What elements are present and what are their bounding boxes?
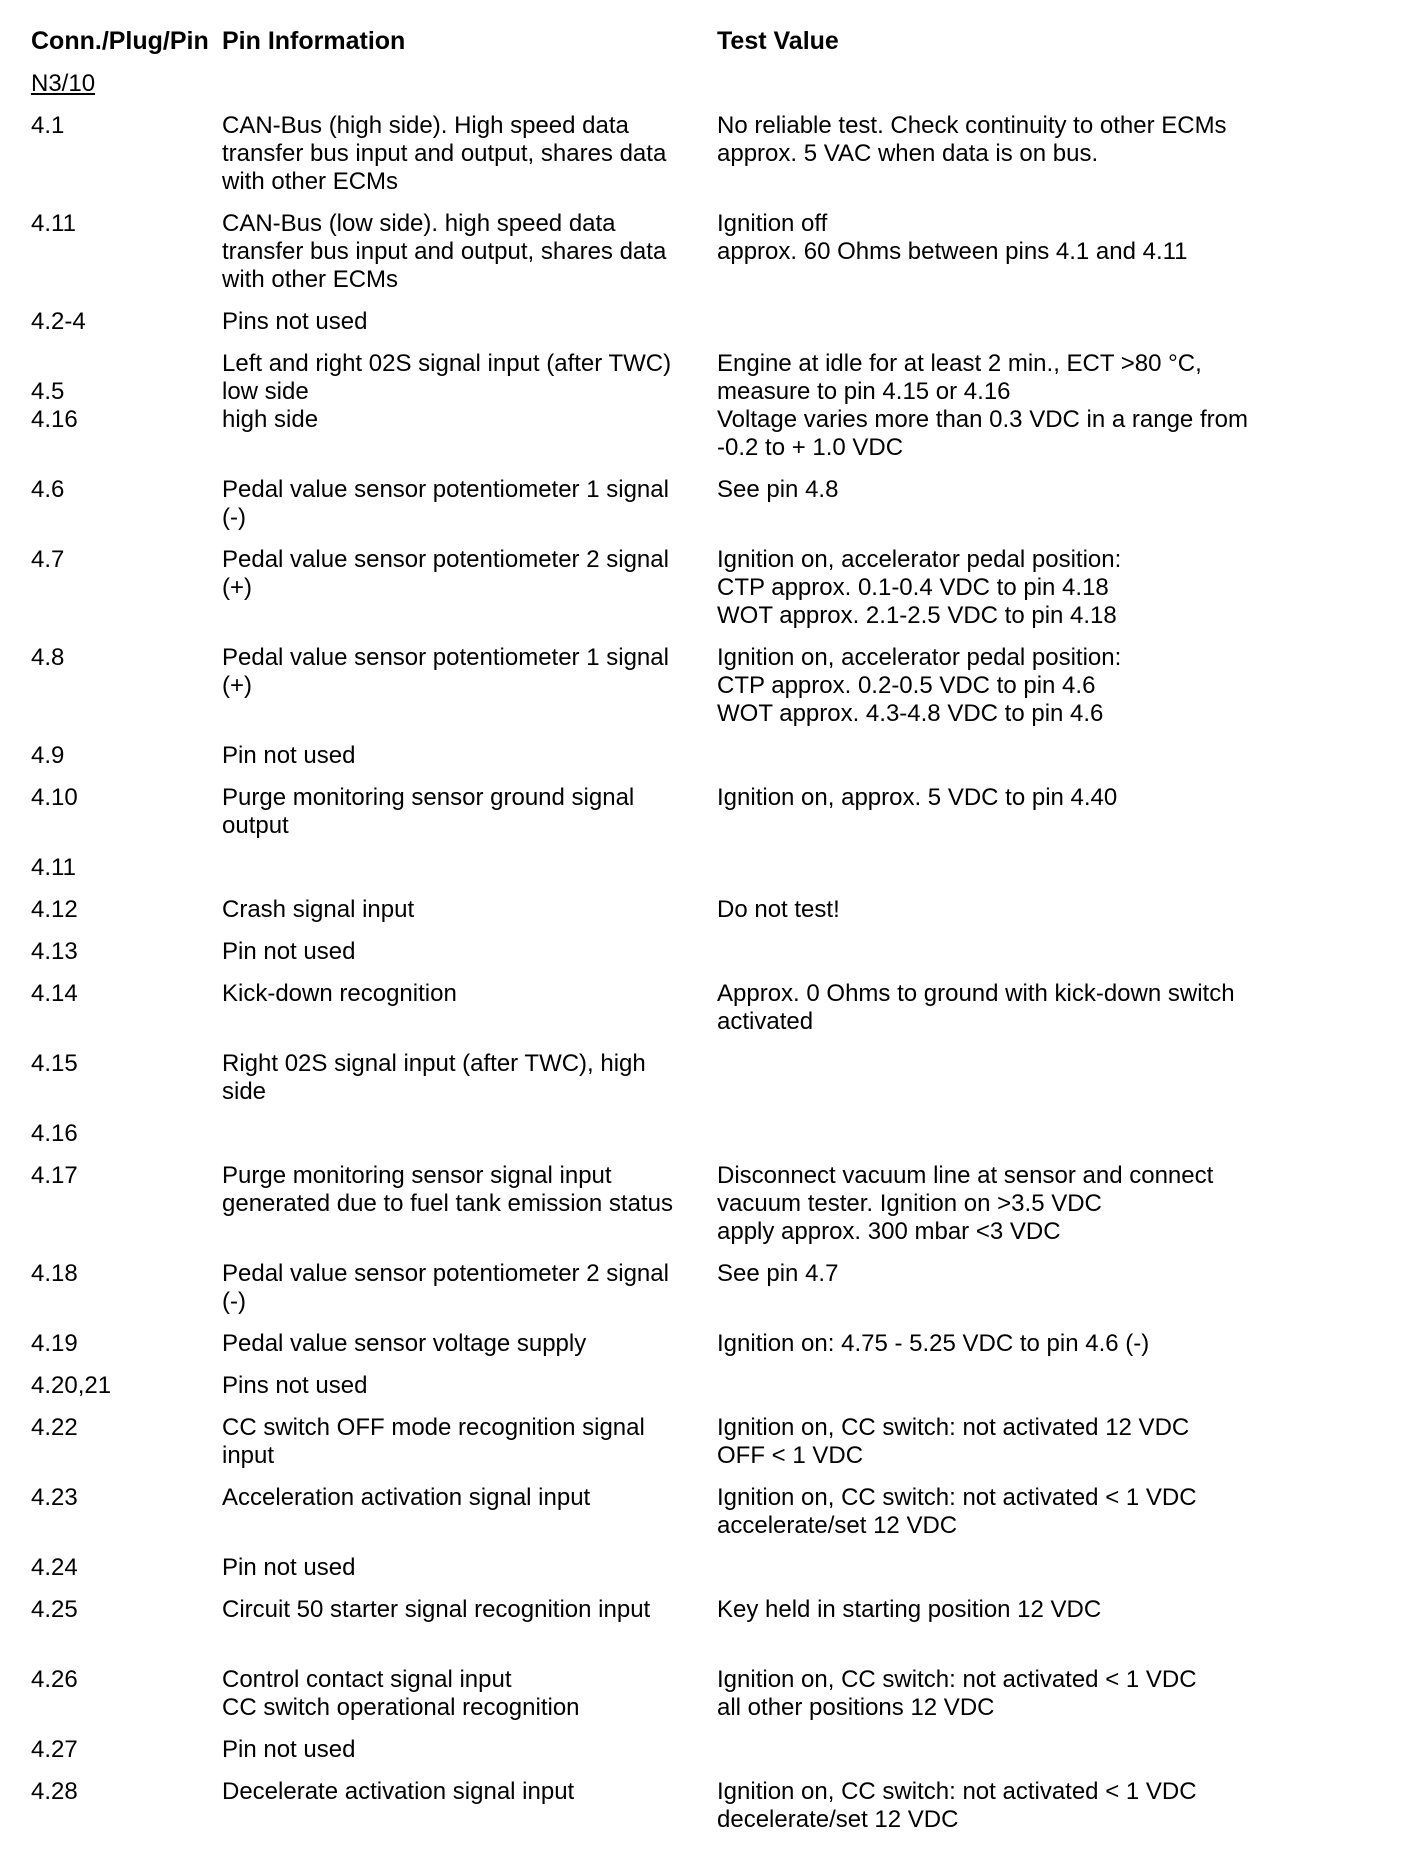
- pin-cell: 4.13: [31, 938, 78, 965]
- info-cell: CC switch OFF mode recognition signal input: [222, 1414, 645, 1469]
- pin-cell: 4.7: [31, 546, 65, 573]
- header-pin-information: Pin Information: [222, 27, 406, 55]
- pin-cell: 4.5 4.16: [31, 378, 78, 433]
- info-cell: Purge monitoring sensor signal input generated due to fuel tank emission status: [222, 1162, 673, 1217]
- info-cell: Control contact signal input CC switch operational recognition: [222, 1666, 580, 1721]
- pin-cell: 4.12: [31, 896, 78, 923]
- test-cell: Ignition on, accelerator pedal position: CTP approx. 0.1-0.4 VDC to pin 4.18 WOT approx. 2.1-2.5 VDC to pin 4.18: [717, 546, 1122, 629]
- info-cell: Right 02S signal input (after TWC), high side: [222, 1050, 646, 1105]
- test-cell: See pin 4.8: [717, 476, 839, 503]
- pin-cell: 4.22: [31, 1414, 78, 1441]
- info-cell: Pedal value sensor potentiometer 2 signal (-): [222, 1260, 669, 1315]
- info-cell: Pins not used: [222, 308, 368, 335]
- test-cell: Ignition on, approx. 5 VDC to pin 4.40: [717, 784, 1118, 811]
- pin-cell: 4.17: [31, 1162, 78, 1189]
- pin-cell: 4.6: [31, 476, 65, 503]
- pin-cell: 4.27: [31, 1736, 78, 1763]
- pin-cell: 4.8: [31, 644, 65, 671]
- test-cell: Ignition on, accelerator pedal position: CTP approx. 0.2-0.5 VDC to pin 4.6 WOT approx. 4.3-4.8 VDC to pin 4.6: [717, 644, 1122, 727]
- pin-cell: 4.28: [31, 1778, 78, 1805]
- pin-cell: 4.25: [31, 1596, 78, 1623]
- info-cell: Acceleration activation signal input: [222, 1484, 591, 1511]
- info-cell: Decelerate activation signal input: [222, 1778, 575, 1805]
- test-cell: Ignition on, CC switch: not activated < 1 VDC all other positions 12 VDC: [717, 1666, 1197, 1721]
- info-cell: Kick-down recognition: [222, 980, 457, 1007]
- header-test-value: Test Value: [717, 27, 839, 55]
- info-cell: Pedal value sensor potentiometer 1 signal (-): [222, 476, 669, 531]
- pin-cell: 4.9: [31, 742, 65, 769]
- pin-cell: 4.11: [31, 210, 76, 237]
- info-cell: Pin not used: [222, 742, 356, 769]
- pin-cell: 4.1: [31, 112, 65, 139]
- test-cell: Ignition on, CC switch: not activated 12 VDC OFF < 1 VDC: [717, 1414, 1190, 1469]
- test-cell: Do not test!: [717, 896, 840, 923]
- info-cell: CAN-Bus (low side). high speed data transfer bus input and output, shares data with other ECMs: [222, 210, 667, 293]
- test-cell: No reliable test. Check continuity to other ECMs approx. 5 VAC when data is on bus.: [717, 112, 1227, 167]
- pin-cell: 4.16: [31, 1120, 78, 1147]
- info-cell: CAN-Bus (high side). High speed data transfer bus input and output, shares data with other ECMs: [222, 112, 667, 195]
- test-cell: Engine at idle for at least 2 min., ECT >80 °C, measure to pin 4.15 or 4.16 Voltage varies more than 0.3 VDC in a range from -0.2 to + 1.0 VDC: [717, 350, 1248, 461]
- info-cell: Pin not used: [222, 1554, 356, 1581]
- info-cell: Crash signal input: [222, 896, 415, 923]
- section-label: N3/10: [31, 70, 96, 97]
- pin-cell: 4.26: [31, 1666, 78, 1693]
- info-cell: Pin not used: [222, 938, 356, 965]
- info-cell: Circuit 50 starter signal recognition input: [222, 1596, 651, 1623]
- test-cell: Disconnect vacuum line at sensor and connect vacuum tester. Ignition on >3.5 VDC apply approx. 300 mbar <3 VDC: [717, 1162, 1214, 1245]
- pin-cell: 4.23: [31, 1484, 78, 1511]
- pin-cell: 4.2-4: [31, 308, 86, 335]
- info-cell: Pedal value sensor potentiometer 1 signal (+): [222, 644, 669, 699]
- test-cell: Ignition on: 4.75 - 5.25 VDC to pin 4.6 (-): [717, 1330, 1150, 1357]
- pin-cell: 4.18: [31, 1260, 78, 1287]
- test-cell: Ignition off approx. 60 Ohms between pins 4.1 and 4.11: [717, 210, 1188, 265]
- test-cell: Ignition on, CC switch: not activated < 1 VDC accelerate/set 12 VDC: [717, 1484, 1197, 1539]
- pin-cell: 4.10: [31, 784, 78, 811]
- info-cell: Pin not used: [222, 1736, 356, 1763]
- header-conn-plug-pin: Conn./Plug/Pin: [31, 27, 209, 55]
- info-cell: Left and right 02S signal input (after TWC) low side high side: [222, 350, 672, 433]
- pin-cell: 4.19: [31, 1330, 78, 1357]
- pin-cell: 4.24: [31, 1554, 78, 1581]
- test-cell: See pin 4.7: [717, 1260, 839, 1287]
- test-cell: Ignition on, CC switch: not activated < 1 VDC decelerate/set 12 VDC: [717, 1778, 1197, 1833]
- test-cell: Key held in starting position 12 VDC: [717, 1596, 1102, 1623]
- info-cell: Pedal value sensor voltage supply: [222, 1330, 587, 1357]
- pin-cell: 4.11: [31, 854, 76, 881]
- info-cell: Purge monitoring sensor ground signal output: [222, 784, 635, 839]
- info-cell: Pins not used: [222, 1372, 368, 1399]
- test-cell: Approx. 0 Ohms to ground with kick-down switch activated: [717, 980, 1235, 1035]
- pin-cell: 4.14: [31, 980, 78, 1007]
- info-cell: Pedal value sensor potentiometer 2 signal (+): [222, 546, 669, 601]
- pin-cell: 4.15: [31, 1050, 78, 1077]
- pin-cell: 4.20,21: [31, 1372, 112, 1399]
